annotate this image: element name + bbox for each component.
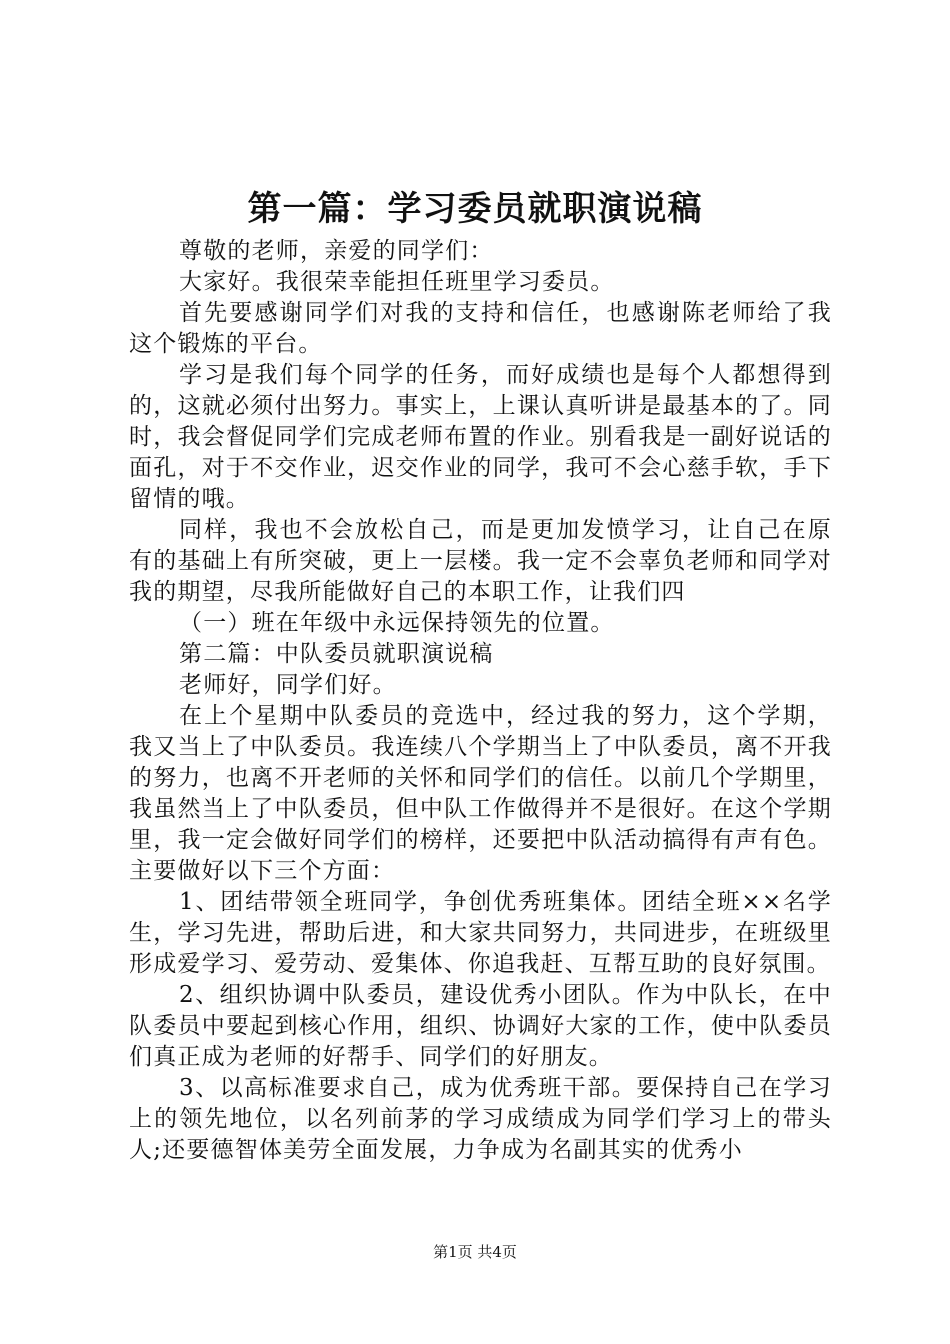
paragraph: 首先要感谢同学们对我的支持和信任，也感谢陈老师给了我这个锻炼的平台。 — [129, 300, 832, 357]
paragraph: 尊敬的老师，亲爱的同学们： — [179, 238, 494, 264]
document-body — [129, 236, 832, 1166]
paragraph: 3、以高标准要求自己，成为优秀班干部。要保持自己在学习上的领先地位，以名列前茅的学习成绩成为同学们学习上的带头人;还要德智体美劳全面发展，力争成为名副其实的优秀小 — [129, 1075, 832, 1163]
paragraph: （一）班在年级中永远保持领先的位置。 — [179, 610, 615, 636]
paragraph: 大家好。我很荣幸能担任班里学习委员。 — [179, 269, 615, 295]
paragraph: 在上个星期中队委员的竞选中，经过我的努力，这个学期，我又当上了中队委员。我连续八个学期当上了中队委员，离不开我的努力，也离不开老师的关怀和同学们的信任。以前几个学期里，我虽然当上了中队委员，但中队工作做得并不是很好。在这个学期里，我一定会做好同学们的榜样，还要把中队活动搞得有声有色。主要做好以下三个方面： — [129, 703, 832, 884]
page-number-footer: 第1页 共4页 — [433, 1243, 517, 1261]
paragraph: 同样，我也不会放松自己，而是更加发愤学习，让自己在原有的基础上有所突破，更上一层楼。我一定不会辜负老师和同学对我的期望，尽我所能做好自己的本职工作，让我们四 — [129, 517, 832, 605]
section-heading: 第二篇：中队委员就职演说稿 — [179, 641, 494, 667]
paragraph: 学习是我们每个同学的任务，而好成绩也是每个人都想得到的，这就必须付出努力。事实上，上课认真听讲是最基本的了。同时，我会督促同学们完成老师布置的作业。别看我是一副好说话的面孔，对于不交作业，迟交作业的同学，我可不会心慈手软，手下留情的哦。 — [129, 362, 832, 512]
paragraph: 1、团结带领全班同学，争创优秀班集体。团结全班××名学生，学习先进，帮助后进，和大家共同努力，共同进步，在班级里形成爱学习、爱劳动、爱集体、你追我赶、互帮互助的良好氛围。 — [129, 889, 832, 977]
paragraph: 2、组织协调中队委员，建设优秀小团队。作为中队长，在中队委员中要起到核心作用，组织、协调好大家的工作，使中队委员们真正成为老师的好帮手、同学们的好朋友。 — [129, 982, 832, 1070]
paragraph: 老师好，同学们好。 — [179, 672, 397, 698]
document-title: 第一篇：学习委员就职演说稿 — [247, 189, 703, 229]
